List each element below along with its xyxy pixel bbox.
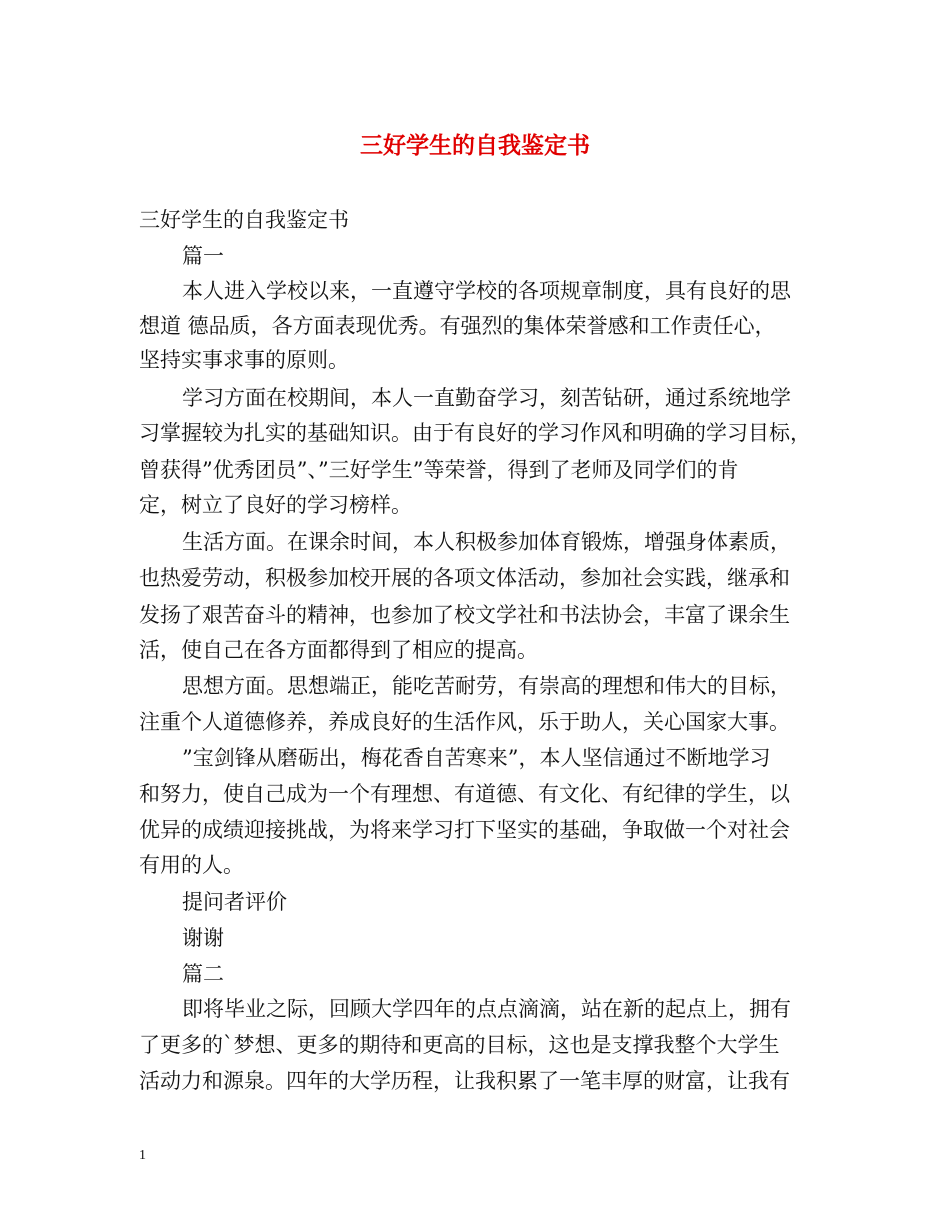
body-line: 也热爱劳动，积极参加校开展的各项文体活动，参加社会实践，继承和 [139, 566, 790, 590]
body-line: 发扬了艰苦奋斗的精神，也参加了校文学社和书法协会，丰富了课余生 [139, 603, 790, 627]
body-line: 坚持实事求事的原则。 [139, 348, 349, 372]
body-line: 有用的人。 [139, 853, 244, 877]
body-line: 定，树立了良好的学习榜样。 [139, 493, 412, 517]
body-line: 活，使自己在各方面都得到了相应的提高。 [139, 638, 538, 662]
document-title: 三好学生的自我鉴定书 [360, 132, 590, 159]
body-line: 即将毕业之际，回顾大学四年的点点滴滴，站在新的起点上，拥有 [182, 997, 791, 1021]
body-line: 习掌握较为扎实的基础知识。由于有良好的学习作风和明确的学习目标， [139, 421, 811, 445]
body-line: 提问者评价 [182, 890, 287, 914]
body-line: 篇二 [182, 962, 224, 986]
body-line: 优异的成绩迎接挑战，为将来学习打下坚实的基础，争取做一个对社会 [139, 818, 790, 842]
body-line: 了更多的`梦想、更多的期待和更高的目标，这也是支撑我整个大学生 [139, 1033, 780, 1057]
body-line: 思想方面。思想端正，能吃苦耐劳，有崇高的理想和伟大的目标， [182, 674, 791, 698]
body-line: ”宝剑锋从磨砺出，梅花香自苦寒来”，本人坚信通过不断地学习 [182, 746, 771, 770]
body-line: 注重个人道德修养，养成良好的生活作风，乐于助人，关心国家大事。 [139, 710, 790, 734]
body-line: 篇一 [182, 244, 224, 268]
body-line: 活动力和源泉。四年的大学历程，让我积累了一笔丰厚的财富，让我有 [139, 1069, 790, 1093]
body-line: 曾获得”优秀团员”、”三好学生”等荣誉，得到了老师及同学们的肯 [139, 458, 739, 482]
body-line: 本人进入学校以来，一直遵守学校的各项规章制度，具有良好的思 [182, 279, 791, 303]
body-line: 学习方面在校期间，本人一直勤奋学习，刻苦钻研，通过系统地学 [182, 386, 791, 410]
body-line: 和努力，使自己成为一个有理想、有道德、有文化、有纪律的学生，以 [139, 782, 790, 806]
body-line: 想道 德品质，各方面表现优秀。有强烈的集体荣誉感和工作责任心， [139, 314, 776, 338]
body-line: 生活方面。在课余时间，本人积极参加体育锻炼，增强身体素质， [182, 530, 791, 554]
body-line: 谢谢 [182, 926, 224, 950]
body-line: 三好学生的自我鉴定书 [139, 208, 349, 232]
page-number: 1 [139, 1148, 146, 1163]
